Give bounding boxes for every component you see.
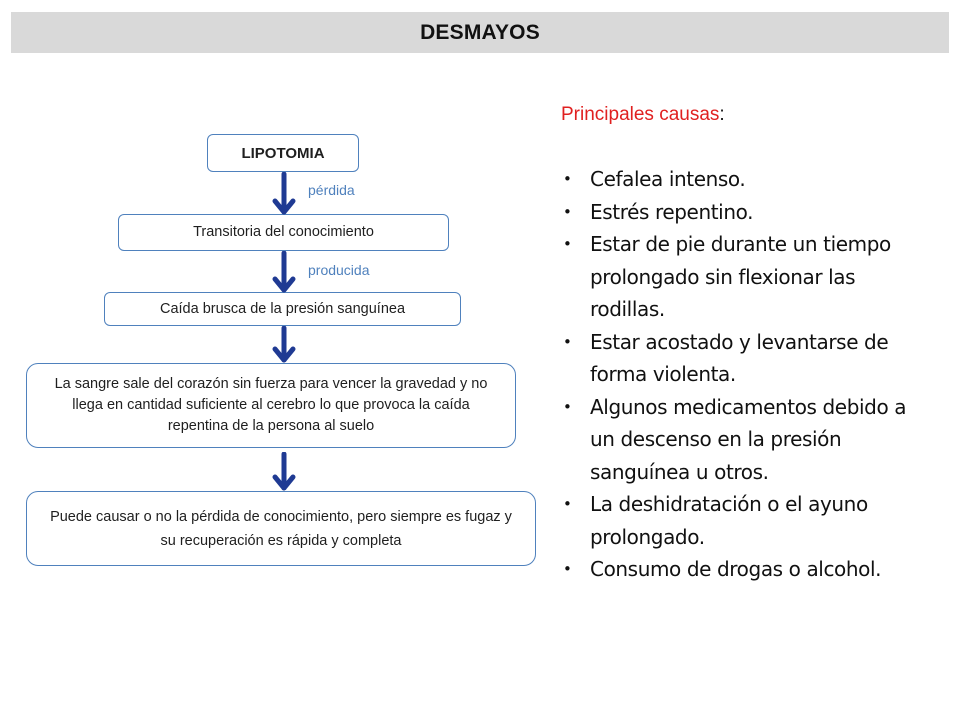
list-item [561,196,931,229]
bullet-icon: • [563,332,572,351]
flow-node-transitoria: Transitoria del conocimiento [118,214,449,251]
bullet-icon: • [563,560,572,578]
list-item [561,228,931,326]
causes-heading-colon: : [719,104,725,125]
list-item [561,391,931,489]
flow-node-sangre: La sangre sale del corazón sin fuerza para vencer la gravedad y no llega en cantidad suficiente al cerebro lo que provoca la caída repentina de la persona al suelo [26,363,516,448]
flow-node-consecuencia: Puede causar o no la pérdida de conocimiento, pero siempre es fugaz y su recuperación es rápida y completa [26,491,536,566]
list-item-text: Cefalea intenso. [590,167,746,191]
list-item [561,488,931,553]
causes-list [561,163,931,586]
title-bar [11,12,949,53]
list-item [561,553,931,586]
edge-label-producida: producida [308,262,370,278]
flow-node-caida-presion: Caída brusca de la presión sanguínea [104,292,461,326]
bullet-icon: • [563,202,572,221]
page-title: DESMAYOS [420,20,540,44]
list-item-text: La deshidratación o el ayuno prolongado. [590,492,868,549]
flow-node-lipotomia: LIPOTOMIA [207,134,359,172]
bullet-icon: • [563,397,572,416]
edge-label-perdida: pérdida [308,182,355,198]
arrow-4 [272,452,296,492]
list-item-text: Estrés repentino. [590,199,754,224]
list-item [561,326,931,391]
causes-panel [561,104,931,586]
causes-heading [561,104,931,126]
list-item-text: Estar acostado y levantarse de forma violenta. [590,329,889,386]
arrow-1 [272,172,296,216]
list-item-text: Estar de pie durante un tiempo prolongado sin flexionar las rodillas. [590,232,891,321]
bullet-icon: • [563,235,572,253]
bullet-icon: • [563,495,572,513]
arrow-3 [272,326,296,364]
causes-heading-text: Principales causas [561,104,720,125]
bullet-icon: • [563,170,572,188]
arrow-2 [272,251,296,294]
list-item-text: Algunos medicamentos debido a un descenso en la presión sanguínea u otros. [590,394,907,484]
list-item [561,163,931,196]
list-item-text: Consumo de drogas o alcohol. [590,557,882,581]
